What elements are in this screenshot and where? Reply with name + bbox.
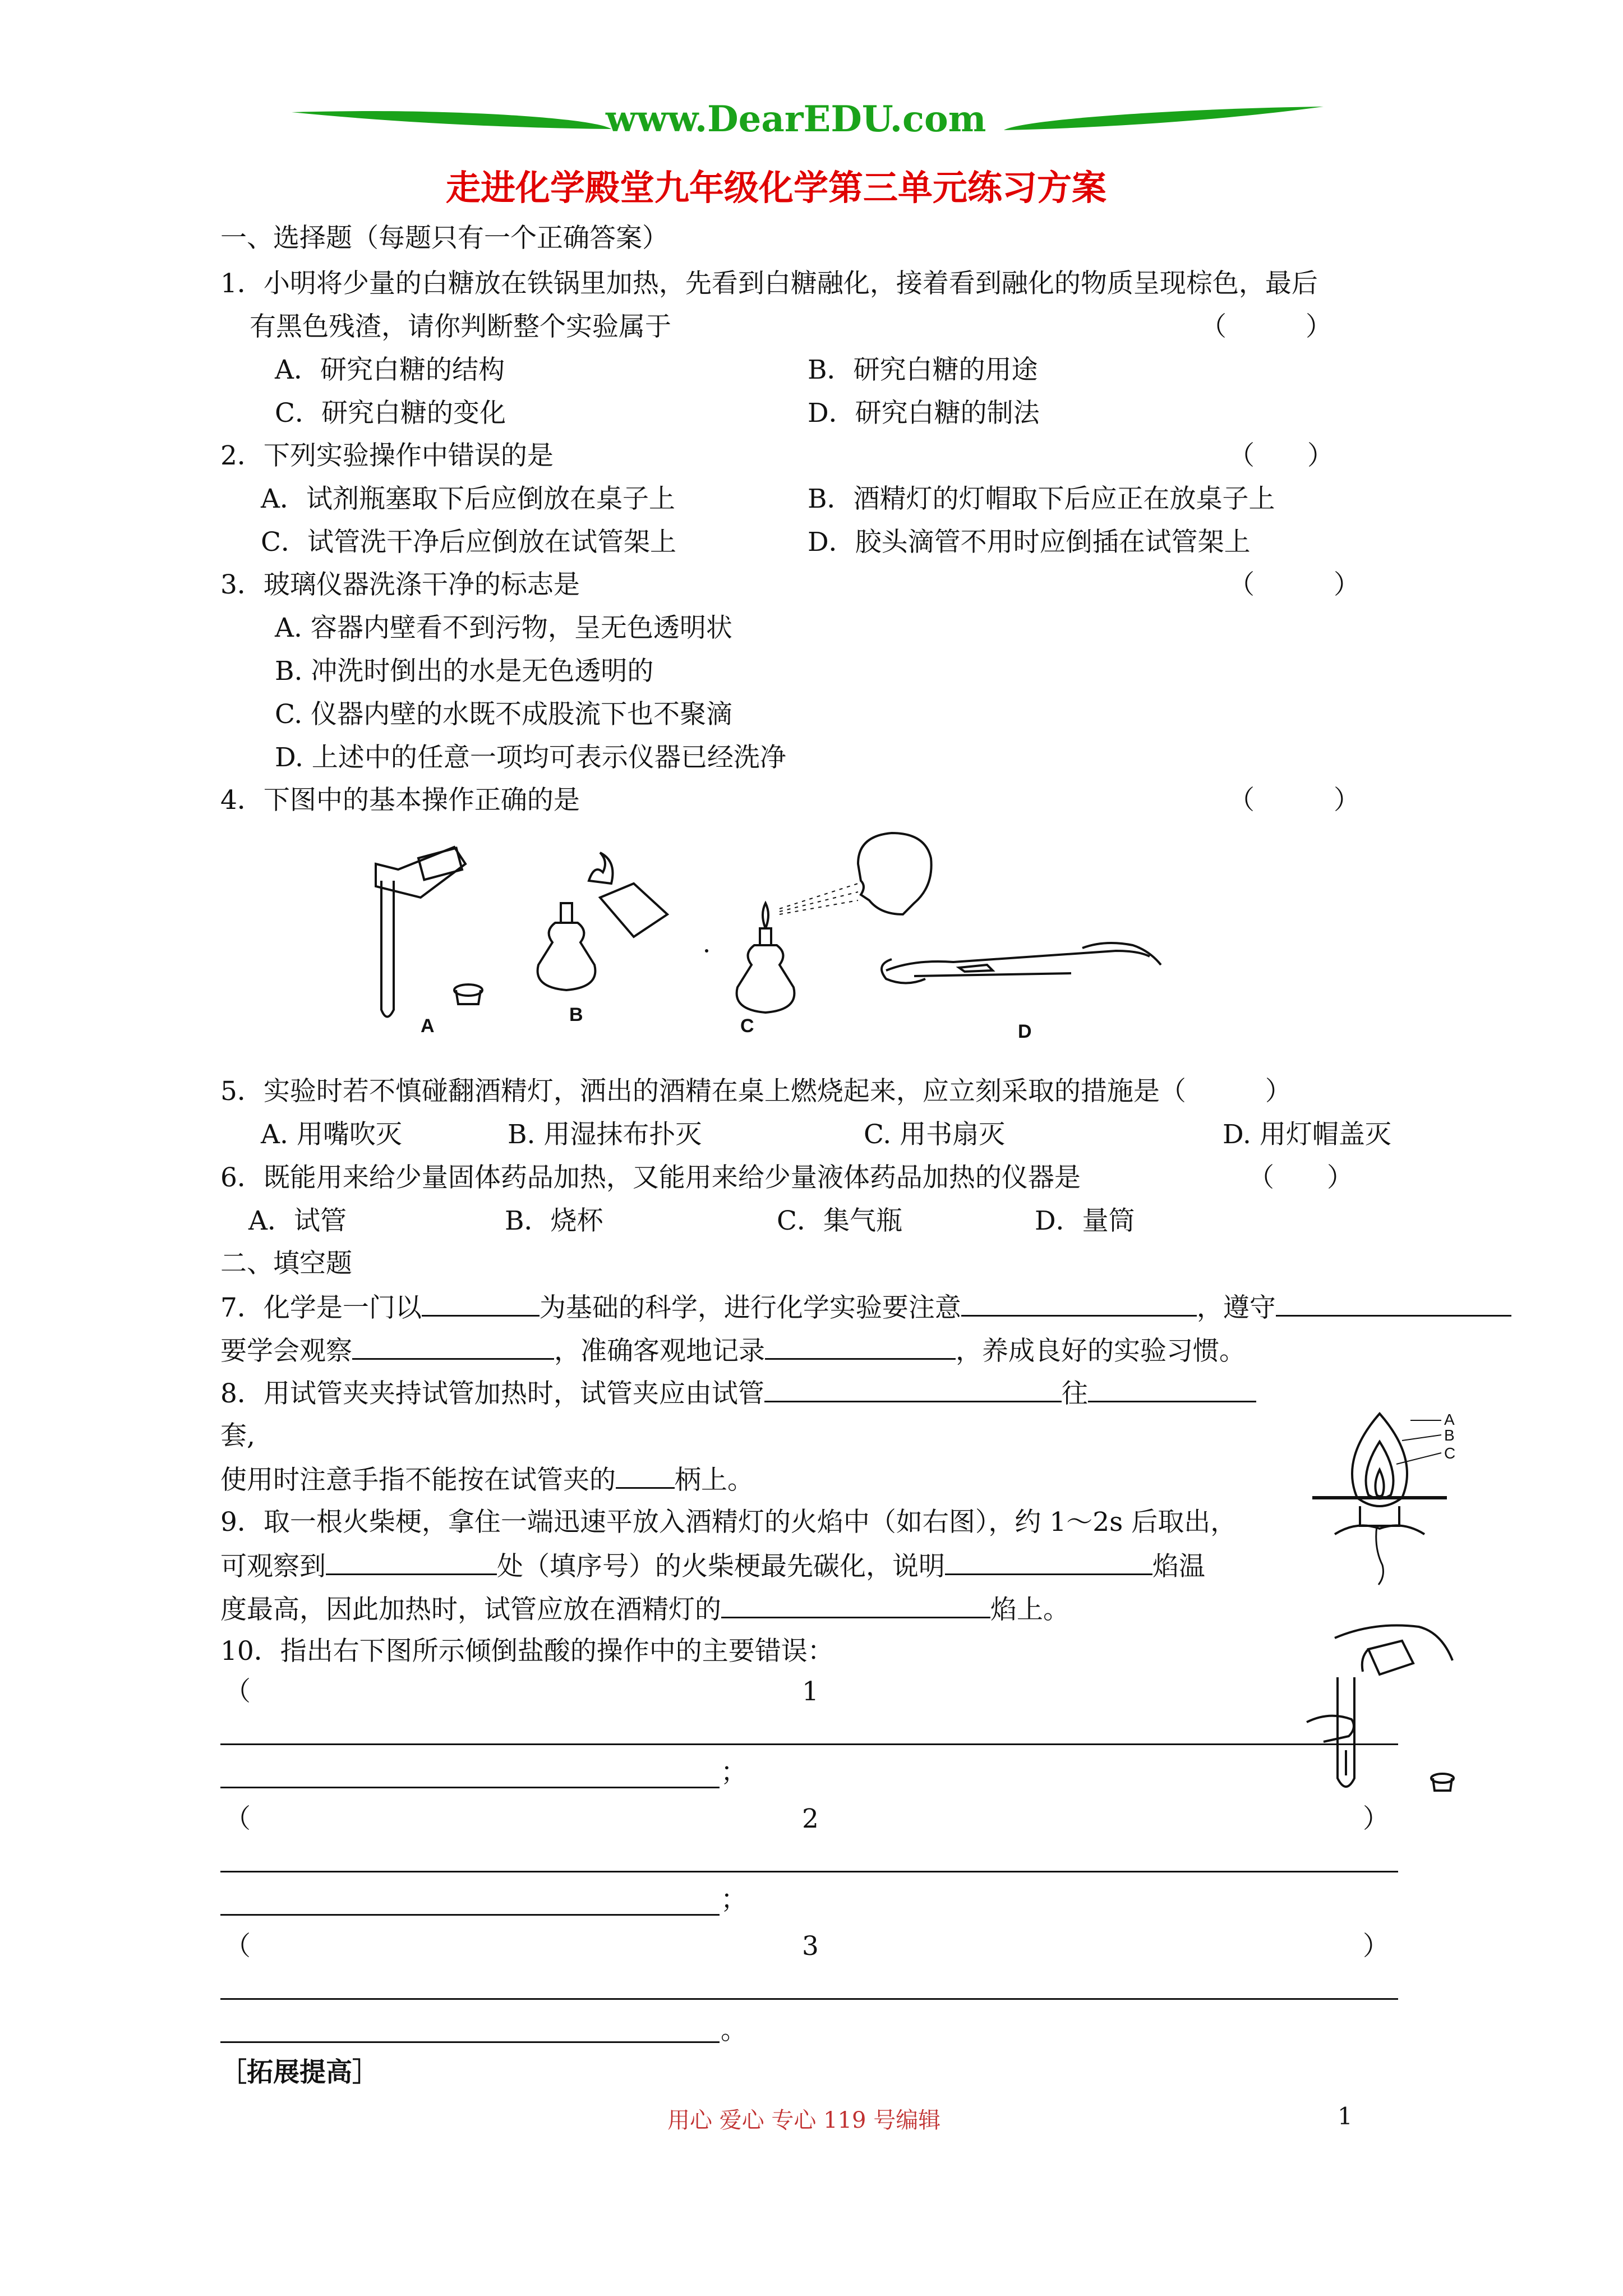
q9-text-4: 焰温 [1152, 1551, 1205, 1582]
q8-blank-3[interactable] [616, 1462, 675, 1489]
q10-answer-line-3b[interactable] [220, 2041, 720, 2043]
q5-option-c: C. 用书扇灭 [864, 1119, 1006, 1150]
q8-blank-1[interactable] [764, 1376, 1062, 1402]
q6-stem: 6．既能用来给少量固体药品加热，又能用来给少量液体药品加热的仪器是 [220, 1162, 1081, 1193]
q7-blank-1[interactable] [422, 1290, 540, 1317]
section-2-heading: 二、填空题 [220, 1248, 352, 1279]
q7-text-5: ，准确客观地记录 [554, 1336, 765, 1366]
q10-answer-line-2b[interactable] [220, 1914, 720, 1916]
q5-option-a: A. 用嘴吹灭 [261, 1119, 402, 1150]
q1-option-b: B．研究白糖的用途 [808, 355, 1038, 385]
figure-label-d: D [1018, 1021, 1032, 1042]
q3-stem: 3．玻璃仪器洗涤干净的标志是 [220, 569, 580, 600]
q9-text-2: 可观察到 [220, 1551, 326, 1582]
q10-semicolon-1: ； [721, 1757, 747, 1788]
q8-blank-2[interactable] [1088, 1376, 1256, 1402]
q2-stem: 2．下列实验操作中错误的是 [220, 440, 554, 471]
q8-line2: 套, [220, 1420, 255, 1451]
q3-option-b: B. 冲洗时倒出的水是无色透明的 [275, 656, 654, 687]
q5-option-d: D. 用灯帽盖灭 [1223, 1119, 1391, 1150]
q4-answer-paren: （ ） [1228, 785, 1360, 816]
q8-text-1: 8．用试管夹夹持试管加热时，试管夹应由试管 [220, 1378, 764, 1409]
page-title: 走进化学殿堂九年级化学第三单元练习方案 [446, 167, 1107, 208]
flame-label-c: C [1444, 1444, 1456, 1462]
section-1-heading: 一、选择题（每题只有一个正确答案） [220, 223, 668, 254]
q7-blank-4[interactable] [352, 1333, 554, 1360]
q10-period-3: 。 [721, 2015, 747, 2046]
figure-a-pouring [376, 847, 482, 1017]
page-number: 1 [1338, 2102, 1353, 2130]
q6-option-d: D．量筒 [1035, 1205, 1135, 1236]
q8-line1 [220, 1376, 1256, 1411]
q9-blank-2[interactable] [945, 1549, 1152, 1575]
q3-option-c: C. 仪器内壁的水既不成股流下也不聚滴 [275, 699, 733, 730]
q1-answer-paren: （ ） [1200, 311, 1332, 342]
q8-line3 [220, 1462, 754, 1497]
figure-b-lamp-lighting [538, 853, 667, 990]
q9-text-6: 焰上。 [990, 1594, 1069, 1625]
lab-operations-figure [353, 830, 1166, 1049]
q9-line3 [220, 1592, 1069, 1627]
q10-answer-line-1b[interactable] [220, 1787, 720, 1788]
q10-answer-line-3a[interactable] [220, 1998, 1398, 2000]
figure-d-paper-trough [882, 943, 1161, 983]
q7-text-6: ，养成良好的实验习惯。 [956, 1336, 1246, 1366]
q8-text-4: 使用时注意手指不能按在试管夹的 [220, 1465, 616, 1496]
q6-option-c: C．集气瓶 [777, 1205, 902, 1236]
q7-blank-3[interactable] [1276, 1290, 1511, 1317]
q1-stem-line1: 1．小明将少量的白糖放在铁锅里加热，先看到白糖融化，接着看到融化的物质呈现棕色，最后 [220, 268, 1318, 299]
figure-label-a: A [421, 1015, 435, 1037]
q1-stem-line2: 有黑色残渣，请你判断整个实验属于 [250, 311, 671, 342]
q6-answer-paren: （ ） [1248, 1162, 1353, 1193]
pouring-acid-figure [1284, 1616, 1469, 1806]
q6-option-a: A．试管 [248, 1205, 347, 1236]
q10-number-3: 3 [802, 1931, 819, 1962]
figure-label-b: B [569, 1004, 583, 1025]
q8-text-5: 柄上。 [675, 1465, 754, 1496]
figure-c-blowing-lamp [737, 833, 932, 1013]
q5-stem: 5．实验时若不慎碰翻酒精灯，洒出的酒精在桌上燃烧起来，应立刻采取的措施是（ ） [220, 1076, 1292, 1107]
footer-motto: 用心 爱心 专心 119 号编辑 [667, 2108, 941, 2133]
flame-label-b: B [1444, 1427, 1455, 1444]
flame-label-a: A [1444, 1411, 1455, 1428]
q7-text-1: 7．化学是一门以 [220, 1292, 422, 1323]
q10-open-paren-1: （ [224, 1676, 251, 1707]
q10-number-2: 2 [802, 1803, 819, 1834]
q5-option-b: B. 用湿抹布扑灭 [508, 1119, 702, 1150]
q1-option-c: C．研究白糖的变化 [275, 398, 506, 429]
q9-line2 [220, 1549, 1205, 1584]
q10-semicolon-2: ； [721, 1884, 747, 1915]
q2-option-b: B．酒精灯的灯帽取下后应正在放桌子上 [808, 484, 1275, 514]
q10-close-paren-3: ） [1363, 1931, 1389, 1962]
q7-blank-5[interactable] [765, 1333, 956, 1360]
q3-option-d: D. 上述中的任意一项均可表示仪器已经洗净 [275, 742, 786, 773]
q9-blank-1[interactable] [326, 1549, 497, 1575]
banner-left-swoosh [292, 111, 611, 129]
alcohol-lamp-flame-figure [1307, 1408, 1464, 1588]
q6-option-b: B．烧杯 [505, 1205, 603, 1236]
q7-text-4: 要学会观察 [220, 1336, 352, 1366]
q10-stem: 10．指出右下图所示倾倒盐酸的操作中的主要错误： [220, 1636, 834, 1667]
q10-number-1: 1 [802, 1676, 819, 1707]
outer-flame-icon [1352, 1414, 1407, 1506]
q7-line1 [220, 1290, 1511, 1325]
q7-line2 [220, 1333, 1246, 1368]
q10-close-paren-2: ） [1363, 1803, 1389, 1834]
q9-blank-3[interactable] [721, 1592, 990, 1618]
q4-stem: 4．下图中的基本操作正确的是 [220, 785, 580, 816]
q2-option-a: A．试剂瓶塞取下后应倒放在桌子上 [261, 484, 675, 514]
q7-text-3: ，遵守 [1196, 1292, 1276, 1323]
q2-option-d: D．胶头滴管不用时应倒插在试管架上 [808, 527, 1251, 558]
q3-option-a: A. 容器内壁看不到污物，呈无色透明状 [275, 613, 732, 643]
q3-answer-paren: （ ） [1228, 569, 1360, 600]
figure-label-c: C [740, 1015, 754, 1037]
q10-open-paren-2: （ [224, 1803, 251, 1834]
extension-heading: ［拓展提高］ [220, 2057, 379, 2088]
q9-line1: 9．取一根火柴梗，拿住一端迅速平放入酒精灯的火焰中（如右图），约 1～2s 后取出， [220, 1507, 1237, 1538]
q7-blank-2[interactable] [961, 1290, 1197, 1317]
q2-option-c: C．试管洗干净后应倒放在试管架上 [261, 527, 676, 558]
q7-text-2: 为基础的科学，进行化学实验要注意 [539, 1292, 961, 1323]
banner-right-swoosh [1004, 107, 1324, 130]
q10-open-paren-3: （ [224, 1931, 251, 1962]
q9-text-5: 度最高，因此加热时，试管应放在酒精灯的 [220, 1594, 721, 1625]
q2-answer-paren: （ ） [1228, 440, 1334, 471]
q1-option-a: A．研究白糖的结构 [275, 355, 505, 385]
q8-text-2: 往 [1061, 1378, 1088, 1409]
q1-option-d: D．研究白糖的制法 [808, 398, 1040, 429]
q9-text-3: 处（填序号）的火柴梗最先碳化，说明 [497, 1551, 945, 1582]
q10-answer-line-2a[interactable] [220, 1871, 1398, 1872]
site-url: www.DearEDU.com [606, 98, 986, 140]
q10-answer-line-1a[interactable] [220, 1743, 1398, 1745]
